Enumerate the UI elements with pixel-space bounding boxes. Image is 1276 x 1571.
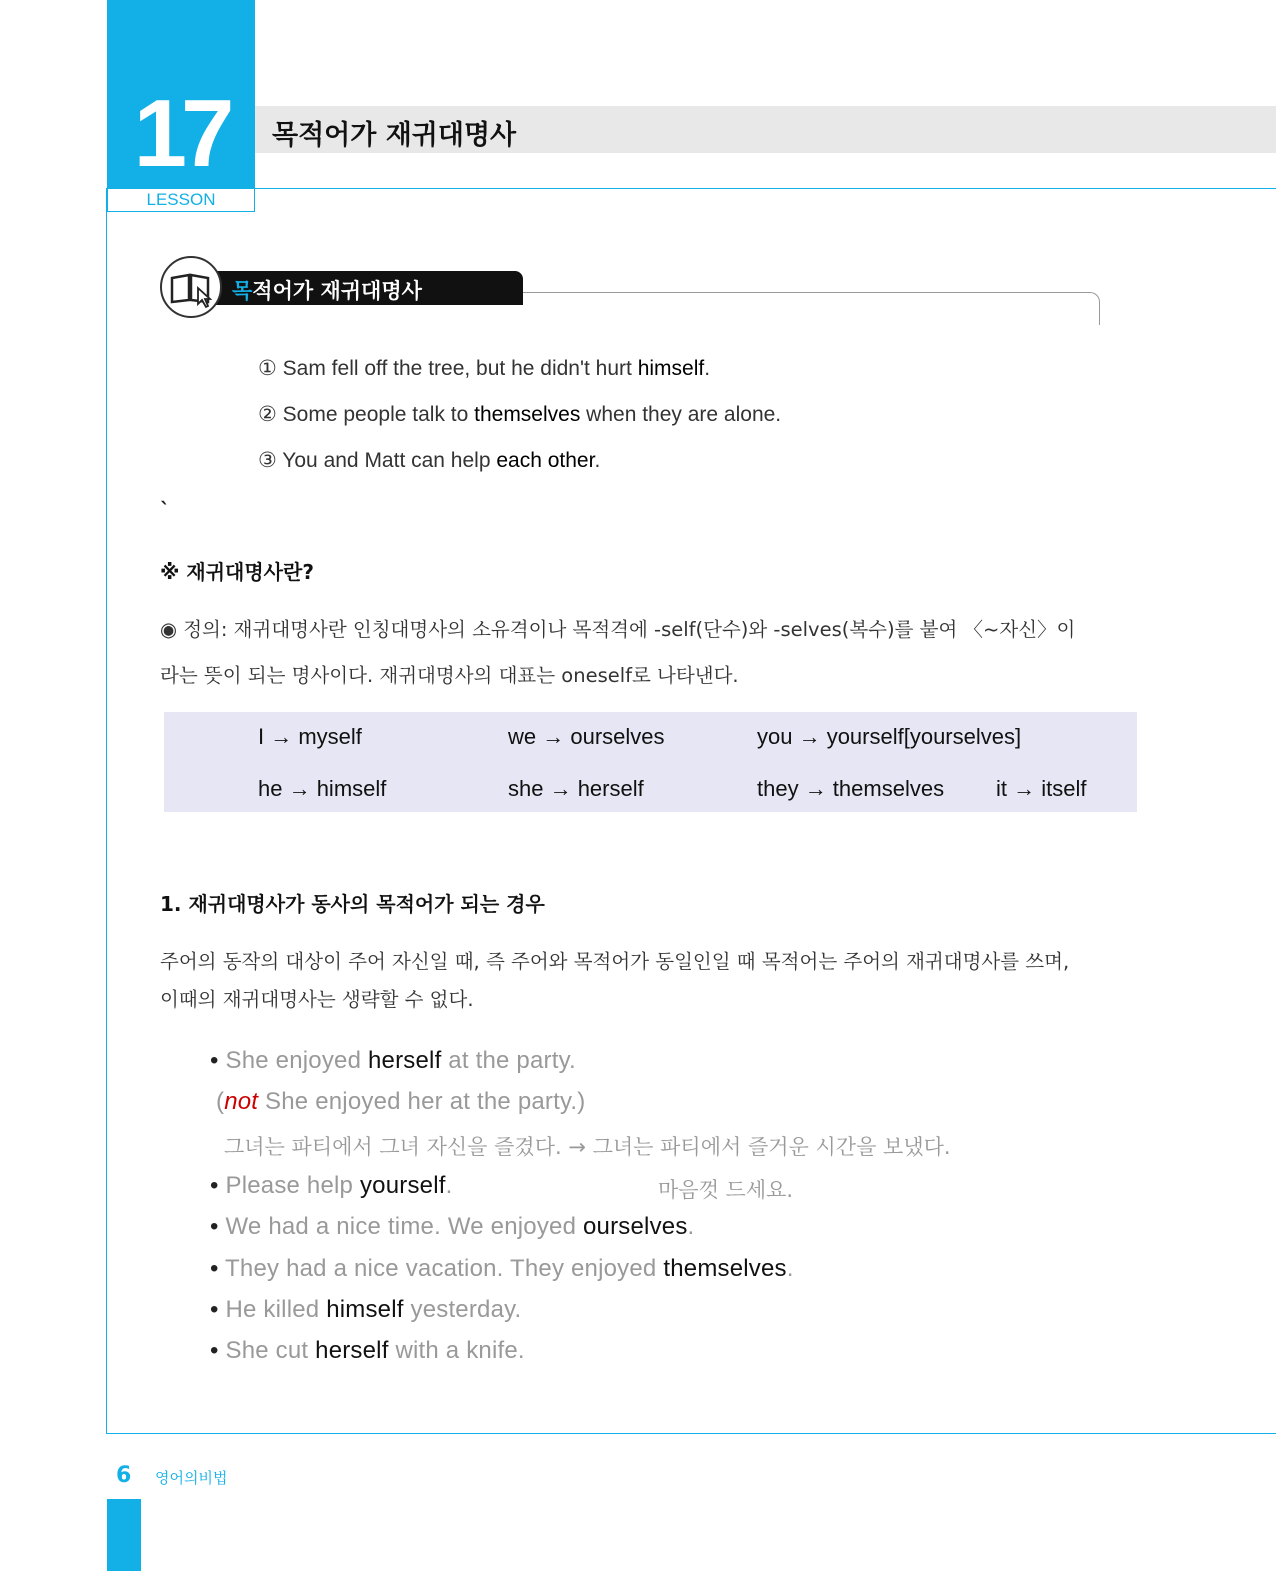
section-1-heading: 1. 재귀대명사가 동사의 목적어가 되는 경우 [160, 892, 545, 916]
not-text: She enjoyed her at the party.) [258, 1088, 586, 1115]
bullet-text-end: . [687, 1213, 695, 1240]
example-keyword: each other [496, 449, 595, 472]
example-3 [258, 448, 600, 473]
bullet-text-end: with a knife. [388, 1337, 525, 1364]
section-tag-label [232, 275, 422, 305]
table-cell: they → themselves [757, 776, 945, 801]
page-title: 목적어가 재귀대명사 [272, 120, 517, 151]
table-cell: she → herself [508, 776, 644, 801]
page-tab [107, 1499, 141, 1571]
bullet-keyword: herself [368, 1047, 442, 1074]
bullet-text: We had a nice time. We enjoyed [225, 1213, 583, 1240]
page-number: 6 [116, 1463, 132, 1488]
bullet-keyword: yourself [359, 1172, 446, 1199]
definition-line-2: 라는 뜻이 되는 명사이다. 재귀대명사의 대표는 oneself로 나타낸다. [160, 664, 739, 687]
definition-heading: ※ 재귀대명사란? [160, 560, 314, 584]
example-text-end: when they are alone. [580, 403, 782, 426]
bullet-keyword: ourselves [583, 1213, 688, 1240]
definition-line-1: ◉ 정의: 재귀대명사란 인칭대명사의 소유격이나 목적격에 -self(단수)와 -selves(복수)를 붙여 〈~자신〉이 [160, 618, 1076, 641]
bullet-2: • Please help yourself. [210, 1172, 453, 1199]
lesson-label: LESSON [107, 188, 255, 212]
example-keyword: himself [637, 357, 705, 380]
bullet-1-translation: 그녀는 파티에서 그녀 자신을 즐겼다. → 그녀는 파티에서 즐거운 시간을 보냈다. [224, 1135, 951, 1159]
table-cell: I → myself [258, 724, 362, 749]
table-cell: we → ourselves [508, 724, 665, 749]
bullet-text-end: at the party. [441, 1047, 576, 1074]
bullet-5: • He killed himself yesterday. [210, 1296, 522, 1323]
bullet-text: Please help [225, 1172, 360, 1199]
bullet-text-end: yesterday. [403, 1296, 522, 1323]
paren-open: ( [216, 1088, 225, 1115]
section-tag-first-char: 목 [232, 279, 253, 303]
example-text-end: . [594, 449, 601, 472]
book-title: 영어의비법 [155, 1469, 228, 1487]
example-num: ② [258, 403, 277, 426]
not-marker: not [224, 1088, 259, 1115]
tag-rule [523, 292, 1100, 325]
example-text: Sam fell off the tree, but he didn't hurt [282, 357, 638, 380]
section-tag-rest: 적어가 재귀대명사 [252, 279, 422, 303]
bullet-text-end: . [445, 1172, 453, 1199]
example-text-end: . [704, 357, 711, 380]
section-1-para-1: 주어의 동작의 대상이 주어 자신일 때, 즉 주어와 목적어가 동일인일 때 목적어는 주어의 재귀대명사를 쓰며, [160, 950, 1070, 973]
table-cell: you → yourself[yourselves] [757, 724, 1022, 749]
example-2 [258, 402, 781, 427]
bullet-text-end: . [786, 1255, 794, 1282]
example-1 [258, 356, 710, 381]
bullet-2-translation: 마음껏 드세요. [658, 1178, 794, 1202]
example-keyword: themselves [474, 403, 581, 426]
bullet-text: They had a nice vacation. They enjoyed [225, 1255, 664, 1282]
example-num: ③ [258, 449, 277, 472]
table-cell: it → itself [996, 776, 1087, 801]
bullet-4: • They had a nice vacation. They enjoyed themselves. [210, 1255, 794, 1282]
stray-mark: ` [160, 498, 170, 522]
book-icon [160, 256, 222, 318]
bullet-1: • She enjoyed herself at the party. [210, 1047, 576, 1074]
bullet-6: • She cut herself with a knife. [210, 1337, 525, 1364]
divider-bottom [106, 1433, 1276, 1434]
bullet-text: She enjoyed [225, 1047, 368, 1074]
bullet-1-not [216, 1088, 585, 1116]
bullet-text: She cut [225, 1337, 316, 1364]
bullet-keyword: herself [315, 1337, 389, 1364]
bullet-keyword: themselves [663, 1255, 787, 1282]
example-text: Some people talk to [282, 403, 475, 426]
divider-top [255, 188, 1276, 189]
bullet-text: He killed [225, 1296, 327, 1323]
example-text: You and Matt can help [282, 449, 497, 472]
bullet-3: • We had a nice time. We enjoyed ourselves. [210, 1213, 695, 1240]
section-1-para-2: 이때의 재귀대명사는 생략할 수 없다. [160, 988, 474, 1011]
lesson-number: 17 [133, 80, 229, 187]
bullet-keyword: himself [326, 1296, 404, 1323]
divider-left [106, 188, 107, 1434]
example-num: ① [258, 357, 277, 380]
table-cell: he → himself [258, 776, 387, 801]
